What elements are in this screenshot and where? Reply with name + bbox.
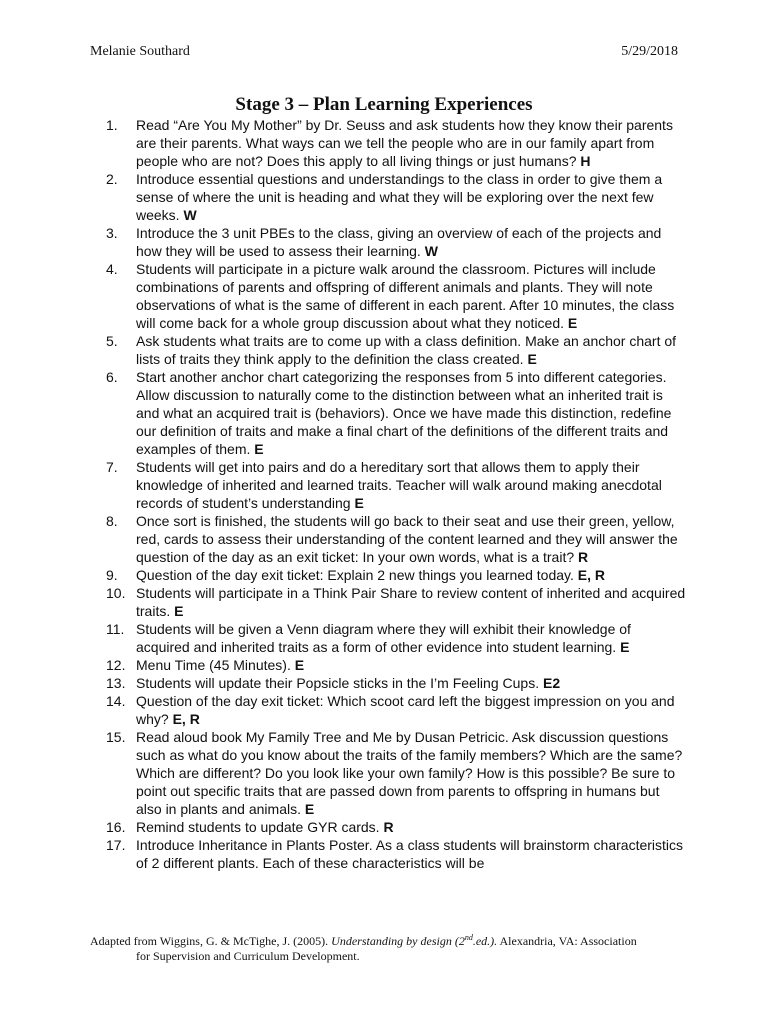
item-text-block: [136, 620, 686, 656]
item-number: 1.: [106, 117, 118, 133]
item-text-block: [136, 224, 686, 260]
evidence-tag: E: [294, 657, 305, 673]
citation-authors: Adapted from Wiggins, G. & McTighe, J. (2005).: [90, 934, 332, 948]
item-text: Introduce the 3 unit PBEs to the class, giving an overview of each of the projects and how they will be used to assess their learning.: [136, 225, 662, 259]
list-item: [106, 332, 686, 368]
item-number: 15.: [106, 729, 126, 745]
item-text-block: [136, 836, 686, 872]
item-number: 4.: [106, 261, 118, 277]
item-text-block: [136, 656, 686, 674]
item-text-block: [136, 368, 686, 458]
list-item: [106, 368, 686, 458]
list-item: [106, 692, 686, 728]
item-text-block: [136, 728, 686, 818]
item-text: Question of the day exit ticket: Which scoot card left the biggest impression on you and why?: [136, 693, 675, 727]
list-item: [106, 116, 686, 170]
item-number: 14.: [106, 693, 126, 709]
learning-experiences-list: [106, 116, 686, 872]
item-text-block: [136, 116, 686, 170]
citation-title: Understanding by design (2nd.ed.).: [331, 933, 498, 948]
item-text: Read “Are You My Mother” by Dr. Seuss and ask students how they know their parents are their parents. What ways can we tell the people who are in our family apart from people who are not? Does this apply to all living things or just humans?: [136, 117, 673, 169]
item-text: Students will participate in a Think Pair Share to review content of inherited and acquired traits.: [136, 585, 686, 619]
list-item: [106, 512, 686, 566]
evidence-tag: E: [620, 639, 630, 655]
item-text-block: [136, 674, 686, 692]
list-item: [106, 728, 686, 818]
list-item: [106, 836, 686, 872]
item-number: 3.: [106, 225, 118, 241]
item-number: 6.: [106, 369, 118, 385]
item-number: 5.: [106, 333, 118, 349]
item-number: 7.: [106, 459, 118, 475]
item-text: Introduce essential questions and understandings to the class in order to give them a sense of where the unit is heading and what they will be exploring over the next few weeks.: [136, 171, 663, 223]
evidence-tag: E: [174, 603, 184, 619]
evidence-tag: W: [424, 243, 438, 259]
evidence-tag: E2: [542, 675, 561, 691]
list-item: [106, 674, 686, 692]
evidence-tag: W: [183, 207, 197, 223]
item-number: 2.: [106, 171, 118, 187]
item-text: Once sort is finished, the students will go back to their seat and use their green, yellow, red, cards to assess their understanding of the content learned and they will answer the question of the day as an exit ticket: In your own words, what is a trait?: [136, 513, 678, 565]
evidence-tag: E: [354, 495, 364, 511]
item-number: 16.: [106, 819, 126, 835]
item-text: Ask students what traits are to come up with a class definition. Make an anchor chart of lists of traits they think apply to the definition the class created.: [136, 333, 677, 367]
list-item: [106, 260, 686, 332]
item-text: Start another anchor chart categorizing the responses from 5 into different categories. Allow discussion to naturally come to the distinction between what an inherited trait is and what an acquired trait is (behaviors). Once we have made this distinction, redefine our definition of traits and make a final chart of the definitions of the different traits and examples of them.: [136, 369, 672, 457]
item-number: 12.: [106, 657, 126, 673]
item-number: 17.: [106, 837, 126, 853]
list-item: [106, 656, 686, 674]
list-item: [106, 566, 686, 584]
page-header: [90, 44, 678, 60]
item-text-block: [136, 584, 686, 620]
item-text-block: [136, 512, 686, 566]
citation-line-2: for Supervision and Curriculum Development.: [136, 949, 360, 963]
evidence-tag: E, R: [172, 711, 200, 727]
list-item: [106, 170, 686, 224]
item-number: 13.: [106, 675, 126, 691]
item-number: 8.: [106, 513, 118, 529]
item-text-block: [136, 332, 686, 368]
item-number: 10.: [106, 585, 126, 601]
list-item: [106, 620, 686, 656]
item-number: 9.: [106, 567, 118, 583]
citation-publisher: Alexandria, VA: Association: [497, 934, 637, 948]
item-number: 11.: [106, 621, 125, 637]
item-text: Menu Time (45 Minutes).: [136, 657, 291, 673]
evidence-tag: E: [304, 801, 315, 817]
document-date: 5/29/2018: [621, 44, 678, 59]
item-text: Read aloud book My Family Tree and Me by Dusan Petricic. Ask discussion questions such as what do you know about the traits of the family members? Which are the same? Which are different? Do you look like your own family? How is this possible? Be sure to point out specific traits that are passed down from parents to offspring in humans but also in plants and animals.: [136, 729, 683, 817]
item-text-block: [136, 566, 686, 584]
item-text: Students will be given a Venn diagram where they will exhibit their knowledge of acquired and inherited traits as a form of other evidence into student learning.: [136, 621, 631, 655]
item-text-block: [136, 692, 686, 728]
evidence-tag: R: [578, 549, 589, 565]
item-text: Question of the day exit ticket: Explain 2 new things you learned today.: [136, 567, 574, 583]
evidence-tag: R: [383, 819, 394, 835]
evidence-tag: E: [527, 351, 537, 367]
page-title: Stage 3 – Plan Learning Experiences: [235, 94, 533, 115]
item-text-block: [136, 260, 686, 332]
evidence-tag: E: [254, 441, 264, 457]
item-text: Remind students to update GYR cards.: [136, 819, 380, 835]
list-item: [106, 818, 686, 836]
footer-citation: [90, 930, 680, 964]
item-text: Students will update their Popsicle sticks in the I’m Feeling Cups.: [136, 675, 540, 691]
evidence-tag: H: [580, 153, 591, 169]
item-text: Students will participate in a picture walk around the classroom. Pictures will include combinations of parents and offspring of different animals and plants. They will note observations of what is the same of different in each parent. After 10 minutes, the class will come back for a whole group discussion about what they noticed.: [136, 261, 675, 331]
evidence-tag: E: [567, 315, 578, 331]
item-text: Introduce Inheritance in Plants Poster. As a class students will brainstorm characteristics of 2 different plants. Each of these characteristics will be: [136, 837, 684, 871]
item-text: Students will get into pairs and do a hereditary sort that allows them to apply their knowledge of inherited and learned traits. Teacher will walk around making anecdotal records of student’s understanding: [136, 459, 662, 511]
list-item: [106, 584, 686, 620]
list-item: [106, 458, 686, 512]
evidence-tag: E, R: [577, 567, 606, 583]
list-item: [106, 224, 686, 260]
item-text-block: [136, 458, 686, 512]
item-text-block: [136, 818, 686, 836]
author-name: Melanie Southard: [90, 44, 190, 59]
item-text-block: [136, 170, 686, 224]
